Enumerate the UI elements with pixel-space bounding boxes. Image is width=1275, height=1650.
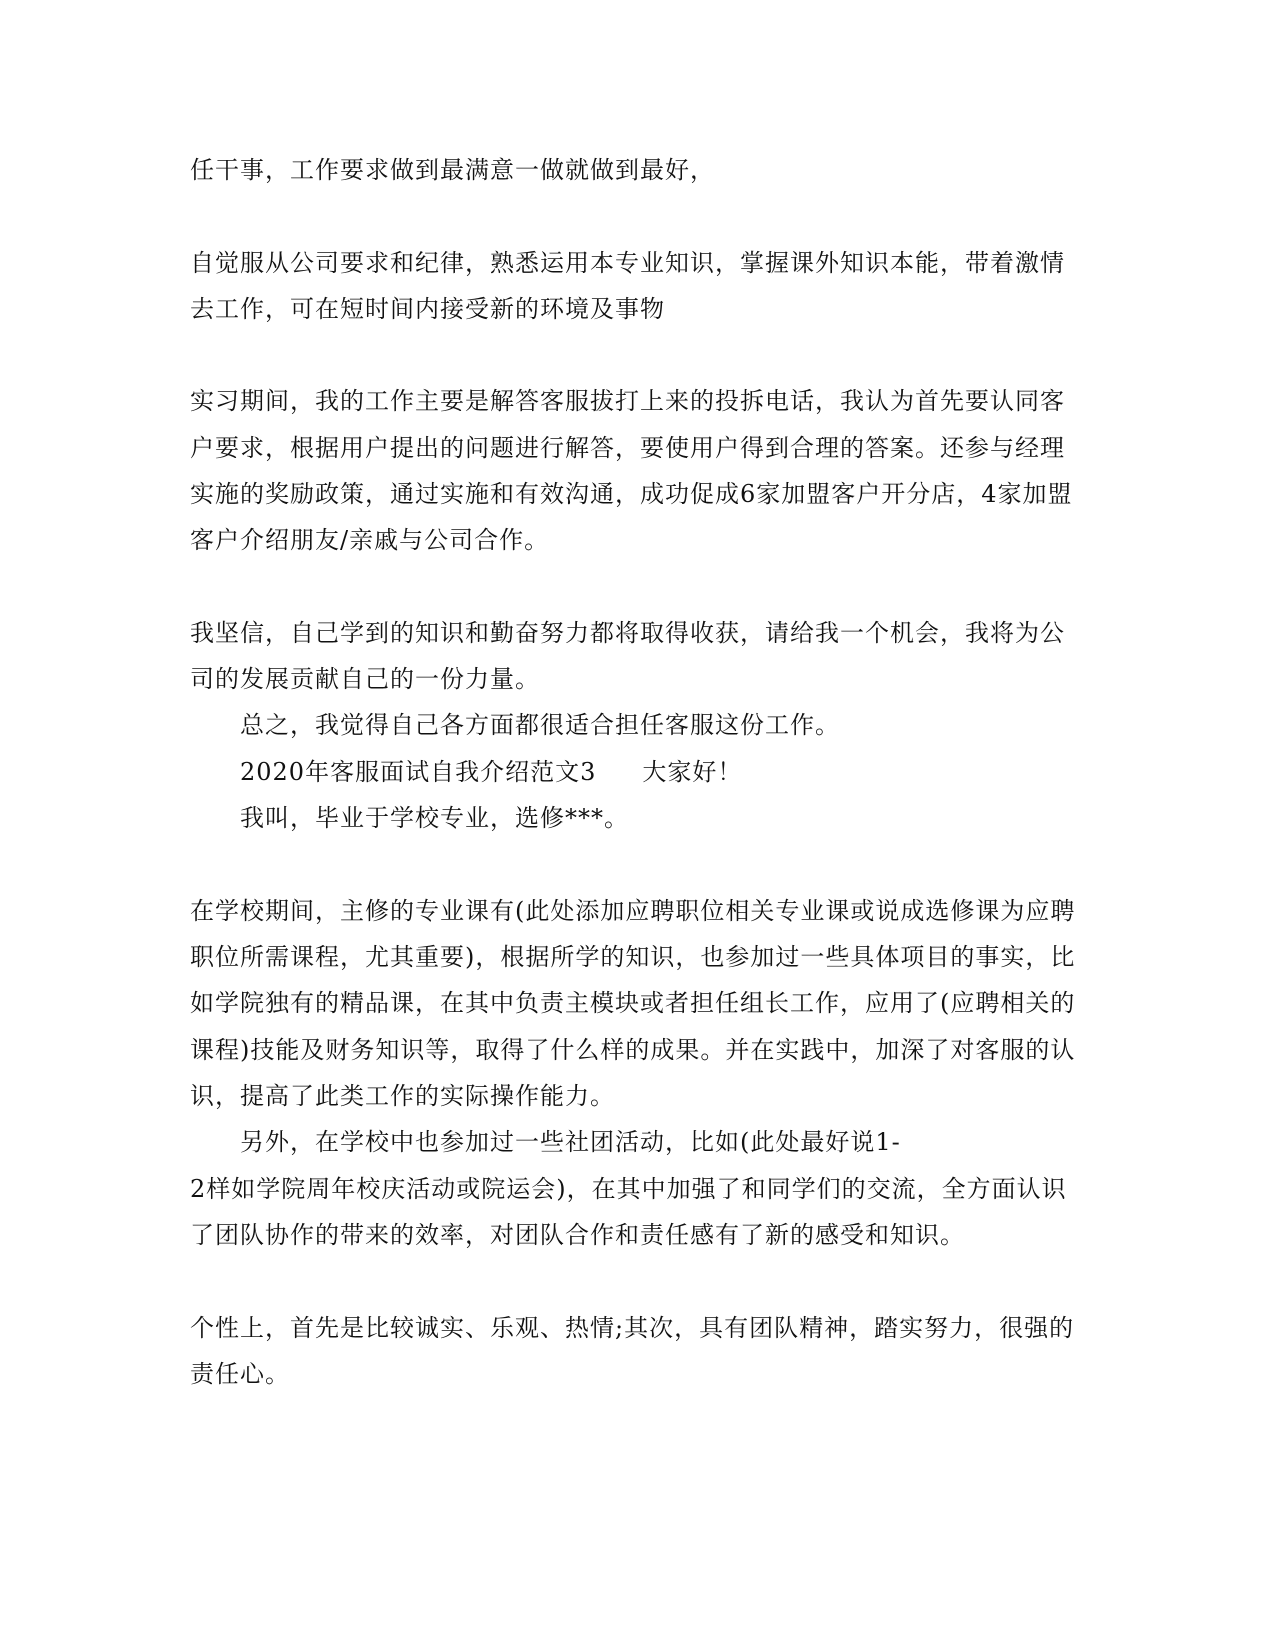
text-line: 任干事，工作要求做到最满意一做就做到最好， — [190, 156, 715, 184]
text-line: 识，提高了此类工作的实际操作能力。 — [190, 1082, 615, 1110]
text-line: 职位所需课程，尤其重要)，根据所学的知识，也参加过一些具体项目的事实，比 — [190, 943, 1076, 971]
text-line: 客户介绍朋友/亲戚与公司合作。 — [190, 526, 550, 554]
text-line: 司的发展贡献自己的一份力量。 — [190, 665, 540, 693]
text-line: 另外，在学校中也参加过一些社团活动，比如(此处最好说1- — [240, 1128, 901, 1156]
text-line: 自觉服从公司要求和纪律，熟悉运用本专业知识，掌握课外知识本能，带着激情 — [190, 249, 1065, 277]
text-line: 了团队协作的带来的效率，对团队合作和责任感有了新的感受和知识。 — [190, 1221, 965, 1249]
text-line: 个性上，首先是比较诚实、乐观、热情;其次，具有团队精神，踏实努力，很强的 — [190, 1314, 1075, 1342]
greeting: 大家好！ — [642, 758, 743, 786]
section-title: 2020年客服面试自我介绍范文3 — [240, 758, 597, 786]
text-line: 如学院独有的精品课，在其中负责主模块或者担任组长工作，应用了(应聘相关的 — [190, 989, 1076, 1017]
text-line: 我坚信，自己学到的知识和勤奋努力都将取得收获，请给我一个机会，我将为公 — [190, 619, 1065, 647]
text-line: 我叫，毕业于学校专业，选修***。 — [240, 804, 629, 832]
text-line: 总之，我觉得自己各方面都很适合担任客服这份工作。 — [240, 711, 840, 739]
text-line: 户要求，根据用户提出的问题进行解答，要使用户得到合理的答案。还参与经理 — [190, 434, 1065, 462]
text-line: 课程)技能及财务知识等，取得了什么样的成果。并在实践中，加深了对客服的认 — [190, 1036, 1076, 1064]
text-line: 2样如学院周年校庆活动或院运会)，在其中加强了和同学们的交流，全方面认识 — [190, 1175, 1067, 1203]
text-line: 在学校期间，主修的专业课有(此处添加应聘职位相关专业课或说成选修课为应聘 — [190, 897, 1076, 925]
text-line: 实施的奖励政策，通过实施和有效沟通，成功促成6家加盟客户开分店，4家加盟 — [190, 480, 1073, 508]
heading-line — [240, 757, 742, 787]
text-line: 实习期间，我的工作主要是解答客服拔打上来的投拆电话，我认为首先要认同客 — [190, 387, 1065, 415]
text-line: 责任心。 — [190, 1360, 290, 1388]
text-line: 去工作，可在短时间内接受新的环境及事物 — [190, 295, 665, 323]
